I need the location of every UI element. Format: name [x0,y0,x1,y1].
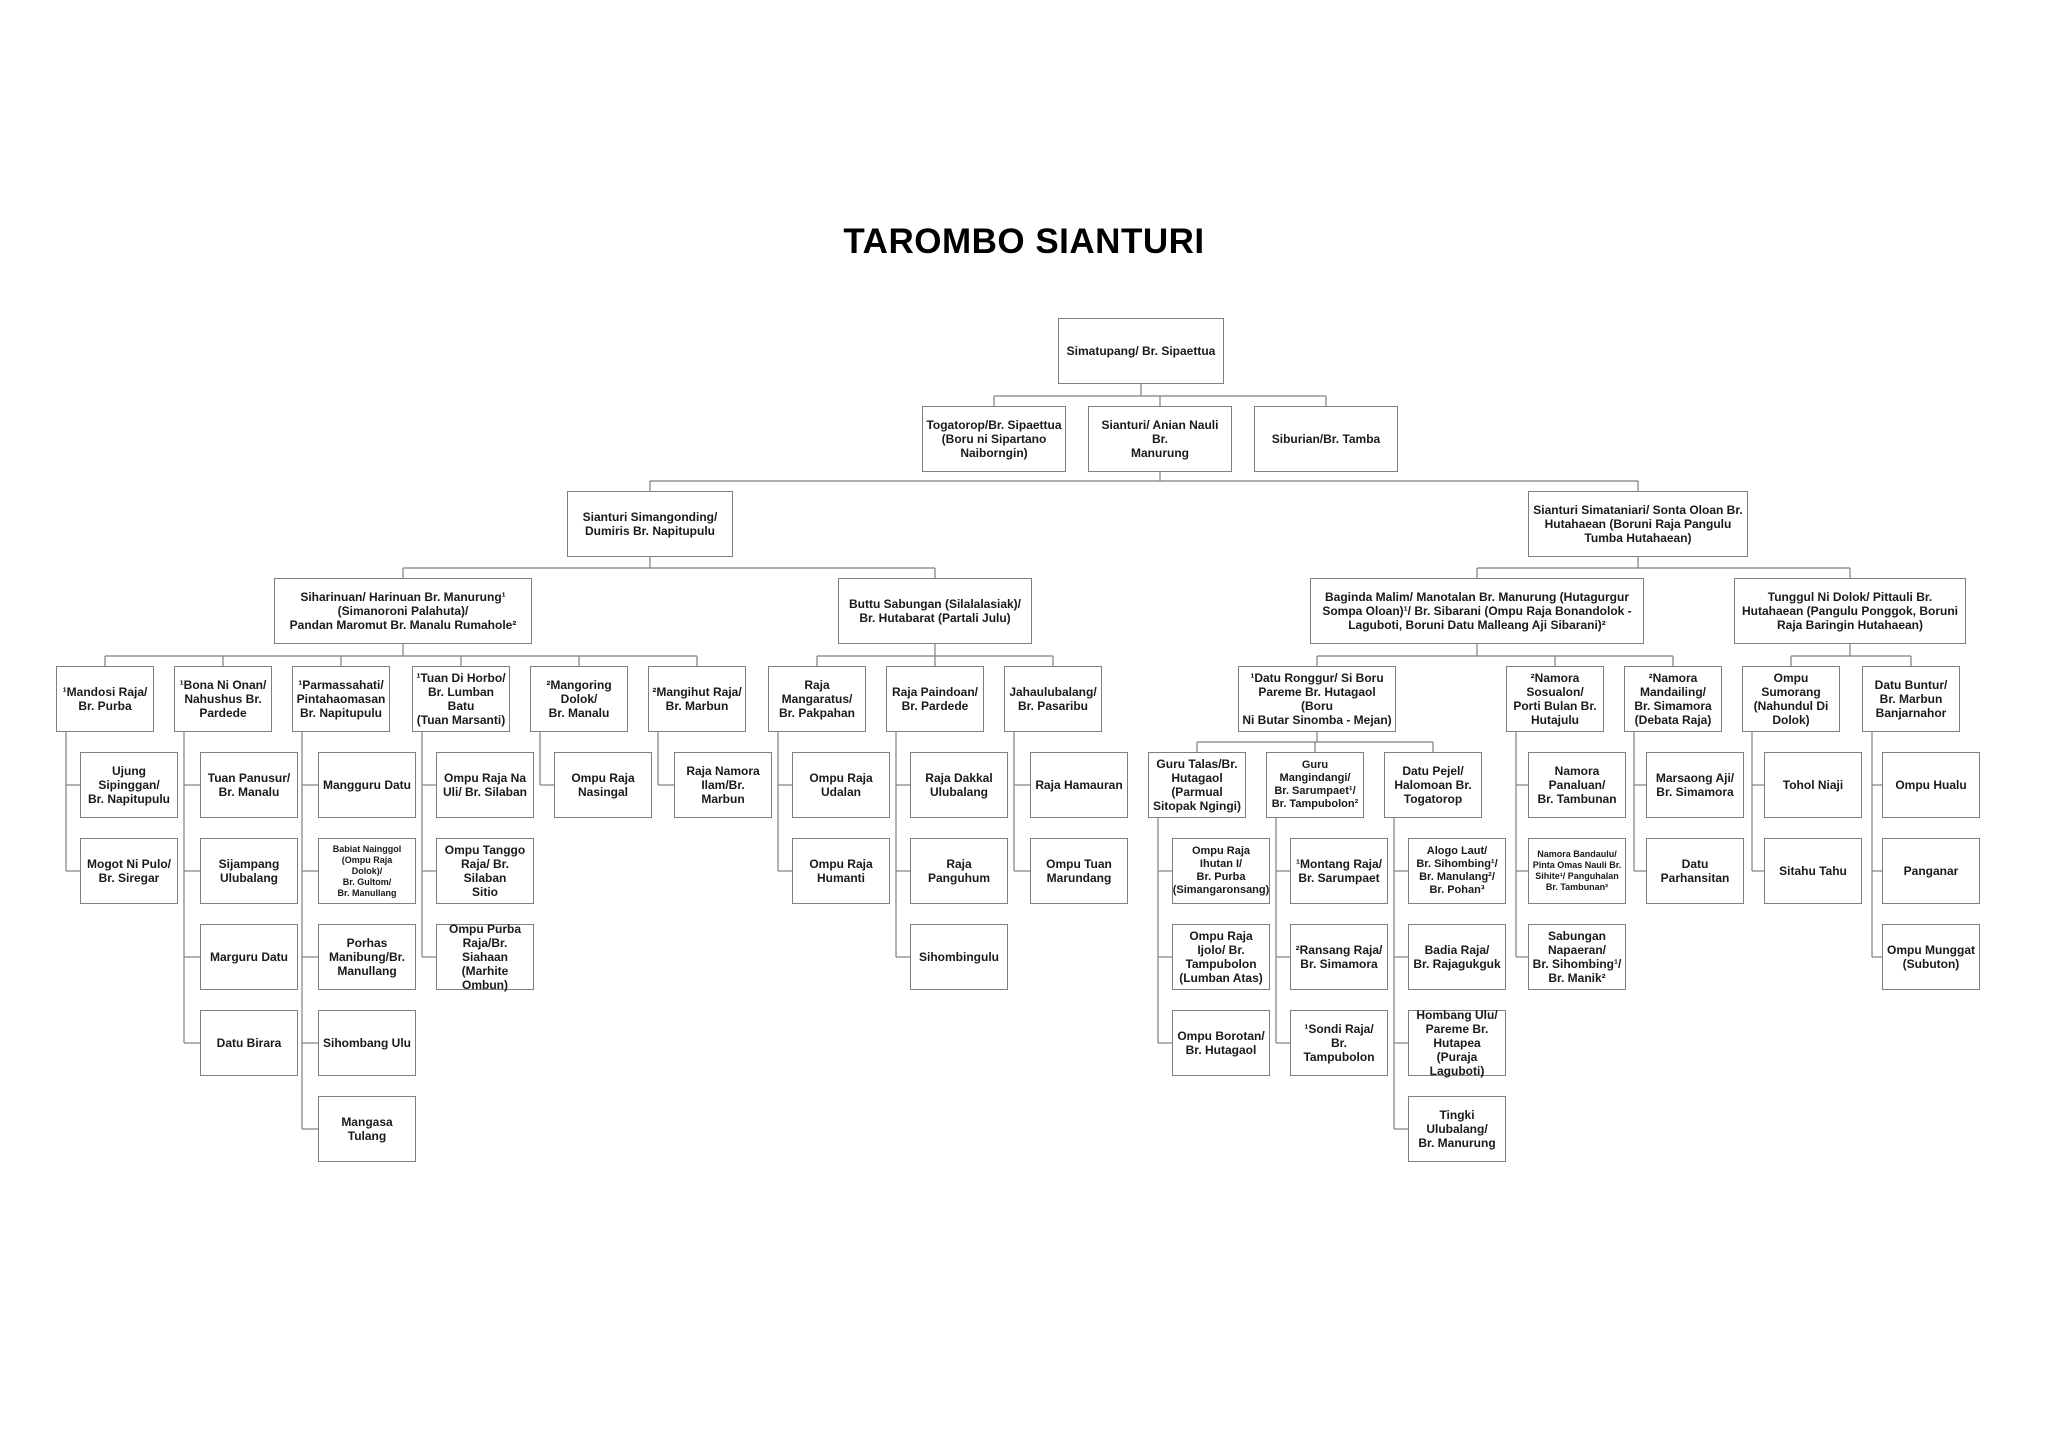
tree-node-ompu-raja-na: Ompu Raja Na Uli/ Br. Silaban [436,752,534,818]
tree-node-datu-birara: Datu Birara [200,1010,298,1076]
tree-node-simangonding: Sianturi Simangonding/ Dumiris Br. Napitupulu [567,491,733,557]
tree-node-datu-parhansitan: Datu Parhansitan [1646,838,1744,904]
tree-node-ompu-humanti: Ompu Raja Humanti [792,838,890,904]
tree-node-mogot: Mogot Ni Pulo/ Br. Siregar [80,838,178,904]
tree-node-datu-buntur: Datu Buntur/ Br. Marbun Banjarnahor [1862,666,1960,732]
tree-node-tuandi: ¹Tuan Di Horbo/ Br. Lumban Batu (Tuan Marsanti) [412,666,510,732]
tree-node-ompu-tuan: Ompu Tuan Marundang [1030,838,1128,904]
tree-node-togatorop: Togatorop/Br. Sipaettua (Boru ni Sipartano Naiborngin) [922,406,1066,472]
tree-node-root: Simatupang/ Br. Sipaettua [1058,318,1224,384]
tree-node-raja-namora: Raja Namora Ilam/Br. Marbun [674,752,772,818]
tree-node-ompu-nasingal: Ompu Raja Nasingal [554,752,652,818]
tree-node-ransang: ²Ransang Raja/ Br. Simamora [1290,924,1388,990]
tree-node-ompu-purba: Ompu Purba Raja/Br. Siahaan (Marhite Ombun) [436,924,534,990]
tree-node-siburian: Siburian/Br. Tamba [1254,406,1398,472]
tree-node-ompu-udalan: Ompu Raja Udalan [792,752,890,818]
tree-node-baginda: Baginda Malim/ Manotalan Br. Manurung (Hutagurgur Sompa Oloan)¹/ Br. Sibarani (Ompu Raja Bonandolok - Laguboti, Boruni Datu Malleang Aji Sibarani)² [1310,578,1644,644]
tree-node-ompu-sumorang: Ompu Sumorang (Nahundul Di Dolok) [1742,666,1840,732]
tree-node-datu-ronggur: ¹Datu Ronggur/ Si Boru Pareme Br. Hutagaol (Boru Ni Butar Sinomba - Mejan) [1238,666,1396,732]
tree-node-marguru: Marguru Datu [200,924,298,990]
tree-node-datu-pejel: Datu Pejel/ Halomoan Br. Togatorop [1384,752,1482,818]
tree-node-sitahu: Sitahu Tahu [1764,838,1862,904]
tree-node-raja-hamauran: Raja Hamauran [1030,752,1128,818]
tree-node-hombang: Hombang Ulu/ Pareme Br. Hutapea (Puraja Laguboti) [1408,1010,1506,1076]
tree-node-jahau: Jahaulubalang/ Br. Pasaribu [1004,666,1102,732]
tree-node-babiat: Babiat Nainggol (Ompu Raja Dolok)/ Br. Gultom/ Br. Manullang [318,838,416,904]
tree-node-tuan-panusur: Tuan Panusur/ Br. Manalu [200,752,298,818]
tree-node-sihombingulu: Sihombingulu [910,924,1008,990]
tree-node-namora-panaluan: Namora Panaluan/ Br. Tambunan [1528,752,1626,818]
tree-node-namora-bandaulu: Namora Bandaulu/ Pinta Omas Nauli Br. Sihite¹/ Panguhalan Br. Tambunan² [1528,838,1626,904]
tree-node-ompu-munggat: Ompu Munggat (Subuton) [1882,924,1980,990]
tree-node-panganar: Panganar [1882,838,1980,904]
tree-node-bona: ¹Bona Ni Onan/ Nahushus Br. Pardede [174,666,272,732]
tree-node-ompu-tanggo: Ompu Tanggo Raja/ Br. Silaban Sitio [436,838,534,904]
tree-node-mangguru: Mangguru Datu [318,752,416,818]
tree-node-ompu-hualu: Ompu Hualu [1882,752,1980,818]
tree-node-badia: Badia Raja/ Br. Rajagukguk [1408,924,1506,990]
tree-node-siharinuan: Siharinuan/ Harinuan Br. Manurung¹ (Simanoroni Palahuta)/ Pandan Maromut Br. Manalu Rumahole² [274,578,532,644]
tree-node-guru-mangindangi: Guru Mangindangi/ Br. Sarumpaet¹/ Br. Tampubolon² [1266,752,1364,818]
tree-node-paindoan: Raja Paindoan/ Br. Pardede [886,666,984,732]
tree-node-sabungan: Sabungan Napaeran/ Br. Sihombing¹/ Br. Manik² [1528,924,1626,990]
tree-node-alogo: Alogo Laut/ Br. Sihombing¹/ Br. Manulang²/ Br. Pohan³ [1408,838,1506,904]
tree-node-mangihut: ²Mangihut Raja/ Br. Marbun [648,666,746,732]
tree-node-marsaong: Marsaong Aji/ Br. Simamora [1646,752,1744,818]
tree-node-mangaratus: Raja Mangaratus/ Br. Pakpahan [768,666,866,732]
tree-node-tingki: Tingki Ulubalang/ Br. Manurung [1408,1096,1506,1162]
tree-node-sondi: ¹Sondi Raja/ Br. Tampubolon [1290,1010,1388,1076]
tree-node-buttu: Buttu Sabungan (Silalalasiak)/ Br. Hutabarat (Partali Julu) [838,578,1032,644]
tree-node-namora-mandailing: ²Namora Mandailing/ Br. Simamora (Debata Raja) [1624,666,1722,732]
tree-node-mandosi: ¹Mandosi Raja/ Br. Purba [56,666,154,732]
tree-node-sijampang: Sijampang Ulubalang [200,838,298,904]
tree-node-parmassahati: ¹Parmassahati/ Pintahaomasan Br. Napitupulu [292,666,390,732]
tree-node-sihombang: Sihombang Ulu [318,1010,416,1076]
tree-node-raja-panguhum: Raja Panguhum [910,838,1008,904]
tree-node-mangoring: ²Mangoring Dolok/ Br. Manalu [530,666,628,732]
tree-node-mangasa: Mangasa Tulang [318,1096,416,1162]
tree-node-ompu-ihutan: Ompu Raja Ihutan I/ Br. Purba (Simangaronsang) [1172,838,1270,904]
tree-node-simataniari: Sianturi Simataniari/ Sonta Oloan Br. Hutahaean (Boruni Raja Pangulu Tumba Hutahaean) [1528,491,1748,557]
tree-node-porhas: Porhas Manibung/Br. Manullang [318,924,416,990]
tree-node-tunggul: Tunggul Ni Dolok/ Pittauli Br. Hutahaean (Pangulu Ponggok, Boruni Raja Baringin Hutahaean) [1734,578,1966,644]
page-title: TAROMBO SIANTURI [843,222,1205,261]
tree-node-sianturi: Sianturi/ Anian Nauli Br. Manurung [1088,406,1232,472]
tree-node-ujung: Ujung Sipinggan/ Br. Napitupulu [80,752,178,818]
tree-node-raja-dakkal: Raja Dakkal Ulubalang [910,752,1008,818]
tree-node-ompu-ijolo: Ompu Raja Ijolo/ Br. Tampubolon (Lumban Atas) [1172,924,1270,990]
tree-node-namora-sosualon: ²Namora Sosualon/ Porti Bulan Br. Hutajulu [1506,666,1604,732]
tree-node-ompu-borotan: Ompu Borotan/ Br. Hutagaol [1172,1010,1270,1076]
tree-node-guru-talas: Guru Talas/Br. Hutagaol (Parmual Sitopak Ngingi) [1148,752,1246,818]
tree-node-tohol: Tohol Niaji [1764,752,1862,818]
tree-node-montang: ¹Montang Raja/ Br. Sarumpaet [1290,838,1388,904]
